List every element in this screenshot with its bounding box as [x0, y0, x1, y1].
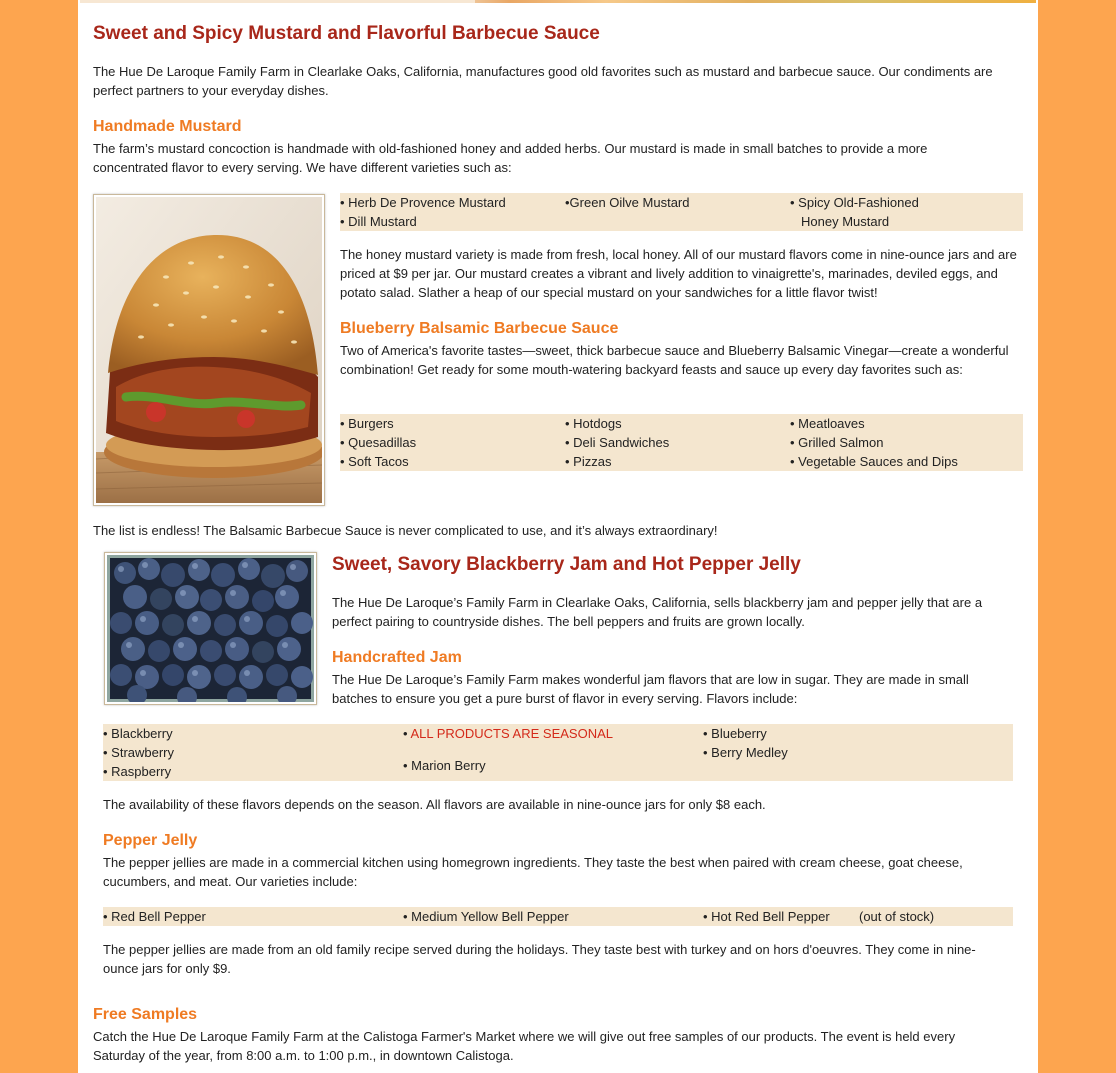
- pepper-closing: The pepper jellies are made from an old family recipe served during the holidays. They taste best with turkey and on hors d'oeuvres. They come in nine-ounce jars for only $9.: [103, 942, 976, 976]
- list-item: • Soft Tacos: [340, 454, 409, 469]
- list-item: • Grilled Salmon: [790, 435, 884, 450]
- list-item: Honey Mustard: [801, 214, 890, 229]
- list-item: • Blackberry: [103, 726, 173, 741]
- honey-mustard-text: The honey mustard variety is made from fresh, local honey. All of our mustard flavors come in nine-ounce jars and are priced at $9 per jar. Our mustard creates a vibrant and lively addition to vinaigrette's, marinades, deviled eggs, and potato salad. Slather a heap of our special mustard on your sandwiches for a little flavor twist!: [340, 247, 1017, 300]
- list-item: • Berry Medley: [703, 745, 788, 760]
- list-item: • Blueberry: [703, 726, 767, 741]
- jam-flavors-table: [103, 724, 1013, 781]
- header-banner: [80, 0, 1036, 3]
- list-item: • Raspberry: [103, 764, 172, 779]
- list-item: • Burgers: [340, 416, 394, 431]
- page-content: [78, 0, 1038, 1073]
- bullet: •: [403, 726, 411, 741]
- sandwich-image: [96, 197, 322, 503]
- list-item: • Deli Sandwiches: [565, 435, 670, 450]
- list-item: • Pizzas: [565, 454, 612, 469]
- list-item: • Hotdogs: [565, 416, 622, 431]
- seasonal-notice-text: ALL PRODUCTS ARE SEASONAL: [410, 726, 613, 741]
- jam-text: The Hue De Laroque’s Family Farm makes wonderful jam flavors that are low in sugar. They are made in small batches to ensure you get a pure burst of flavor in every serving. Flavors include:: [332, 672, 969, 706]
- pepper-heading: Pepper Jelly: [103, 832, 198, 849]
- list-item: • Quesadillas: [340, 435, 417, 450]
- intro-text: The Hue De Laroque Family Farm in Clearlake Oaks, California, manufactures good old favorites such as mustard and barbecue sauce. Our condiments are perfect partners to your everyday dishes.: [93, 64, 993, 98]
- jam-section-intro: The Hue De Laroque’s Family Farm in Clearlake Oaks, California, sells blackberry jam and pepper jelly that are a perfect pairing to countryside dishes. The bell peppers and fruits are grown locally.: [332, 595, 983, 629]
- jam-heading: Handcrafted Jam: [332, 649, 462, 666]
- bbq-heading: Blueberry Balsamic Barbecue Sauce: [340, 320, 619, 337]
- list-item: • Meatloaves: [790, 416, 865, 431]
- list-item: • Strawberry: [103, 745, 175, 760]
- blueberries-image: [107, 555, 314, 702]
- list-item: • Herb De Provence Mustard: [340, 195, 506, 210]
- jam-section-title: Sweet, Savory Blackberry Jam and Hot Pepper Jelly: [332, 554, 801, 575]
- list-item: • Red Bell Pepper: [103, 909, 206, 924]
- bbq-closing: The list is endless! The Balsamic Barbecue Sauce is never complicated to use, and it’s always extraordinary!: [93, 523, 718, 538]
- list-item: • Medium Yellow Bell Pepper: [403, 909, 569, 924]
- availability-text: The availability of these flavors depends on the season. All flavors are available in nine-ounce jars for only $8 each.: [103, 797, 766, 812]
- list-item: • Marion Berry: [403, 758, 486, 773]
- sandwich-photo: [93, 194, 325, 506]
- list-item: • Vegetable Sauces and Dips: [790, 454, 958, 469]
- list-item: • Spicy Old-Fashioned: [790, 195, 919, 210]
- pepper-varieties-table: [103, 907, 1013, 926]
- list-item: • Dill Mustard: [340, 214, 417, 229]
- mustard-text: The farm’s mustard concoction is handmade with old-fashioned honey and added herbs. Our mustard is made in small batches to provide a more concentrated flavor to every serving. We have different varieties such as:: [93, 141, 928, 175]
- bbq-uses-table: [340, 414, 1023, 471]
- mustard-heading: Handmade Mustard: [93, 118, 242, 135]
- page-title: Sweet and Spicy Mustard and Flavorful Barbecue Sauce: [93, 23, 600, 44]
- list-item: •Green Oilve Mustard: [565, 195, 690, 210]
- mustard-varieties-table: [340, 193, 1023, 231]
- list-item: • Hot Red Bell Pepper: [703, 909, 830, 924]
- pepper-text: The pepper jellies are made in a commercial kitchen using homegrown ingredients. They taste the best when paired with cream cheese, goat cheese, cucumbers, and meat. Our varieties include:: [103, 855, 963, 889]
- free-samples-heading: Free Samples: [93, 1006, 198, 1023]
- seasonal-notice: [403, 724, 613, 743]
- bbq-text: Two of America's favorite tastes—sweet, thick barbecue sauce and Blueberry Balsamic Vinegar—create a wonderful combination! Get ready for some mouth-watering backyard feasts and sauce up every day favorites such as:: [340, 343, 1009, 377]
- blueberries-photo: [104, 552, 317, 705]
- stock-status: (out of stock): [859, 909, 935, 924]
- free-samples-text: Catch the Hue De Laroque Family Farm at the Calistoga Farmer's Market where we will give out free samples of our products. The event is held every Saturday of the year, from 8:00 a.m. to 1:00 p.m., in downtown Calistoga.: [93, 1029, 956, 1063]
